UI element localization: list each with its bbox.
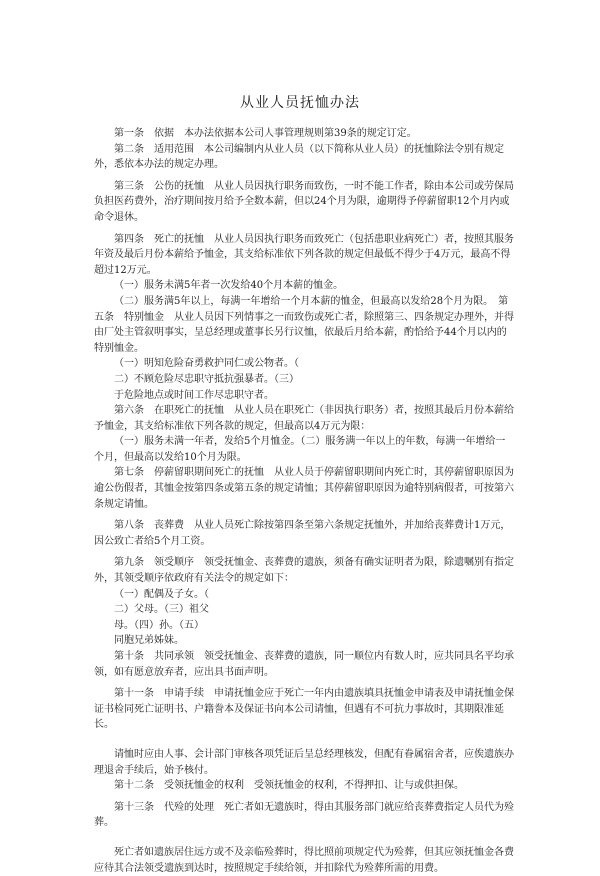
document-body (94, 126, 514, 876)
article-10: 第十条 共同承领 领受抚恤金、丧葬费的遗族，同一顺位内有数人时，应共同具名平均承领，如有愿意放弃者，应出具书面声明。 (94, 651, 514, 678)
article-13: 第十三条 代殓的处理 死亡者如无遗族时，得由其服务部门就应给丧葬费指定人员代为殓葬。 (94, 801, 514, 829)
article-5-item-1: （一）明知危险奋勇救护同仁或公物者。（ (114, 358, 299, 370)
article-9: 第九条 领受顺序 领受抚恤金、丧葬费的遗族，须备有确实证明者为限，除遗嘱别有指定外，其领受顺序依政府有关法令的规定如下： (94, 557, 514, 585)
article-6-items: （一）服务未满一年者，发给5个月恤金。（二）服务满一年以上的年数，每满一年增给一个月，但最高以发给10个月为限。 (94, 436, 506, 463)
document-title: 从业人员抚恤办法 (240, 95, 360, 111)
article-5-item-3: 于危险地点或时间工作尽忠职守者。 (114, 389, 274, 401)
article-9-item-3: 母。（四）孙。（五） (114, 619, 204, 631)
article-9-item-2: 二）父母。（三）祖父 (114, 604, 209, 616)
article-4: 第四条 死亡的抚恤 从业人员因执行职务而致死亡（包括患职业病死亡）者，按照其服务年资及最后月份本薪给予恤金，其支给标准依下列各款的规定但最低不得少于4万元，最高不得超过12万元。 (94, 233, 514, 276)
article-12: 第十二条 受领抚恤金的权利 受领抚恤金的权利，不得押扣、让与或供担保。 (114, 780, 464, 792)
article-8: 第八条 丧葬费 从业人员死亡除按第四条至第六条规定抚恤外，并加给丧葬费计1万元，因公致亡者给5个月工资。 (94, 520, 511, 547)
article-4-item-2-article-5: （二）服务满5年以上，每满一年增给一个月本薪的恤金，但最高以发给28个月为限。 第五条 特别恤金 从业人员因下列情事之一而致伤或死亡者，除照第三、四条规定办理外，并得由厂处主管叙明事实，呈总经理或董事长另行议恤，依最后月给本薪，酌恰给予44个月以内的特别恤金。 (94, 295, 514, 354)
article-11-review: 请恤时应由人事、会计部门审核各项凭证后呈总经理核发，但配有眷属宿舍者，应俟遗族办理退舍手续后，始予核付。 (94, 748, 514, 776)
article-2: 第二条 适用范围 本公司编制内从业人员（以下简称从业人员）的抚恤除法令别有规定外，悉依本办法的规定办理。 (94, 143, 504, 171)
article-13-note: 死亡者如遗族居住远方或不及亲临殓葬时，得比照前项规定代为殓葬，但其应领抚恤金各费应待其合法领受遗族到达时，按照规定手续给领，并扣除代为殓葬所需的用费。 (94, 846, 514, 874)
article-5-item-2: 二）不顾危险尽忠职守抵抗强暴者。（三） (114, 373, 299, 385)
article-9-item-4: 同胞兄弟姊妹。 (114, 635, 184, 647)
article-3: 第三条 公伤的抚恤 从业人员因执行职务而致伤，一时不能工作者，除由本公司或劳保局负担医药费外，治疗期间按月给予全数本薪，但以24个月为限，逾期得予停薪留职12个月内或命令退休。 (94, 180, 514, 223)
article-9-item-1: （一）配偶及子女。（ (114, 588, 209, 600)
article-6: 第六条 在职死亡的抚恤 从业人员在职死亡（非因执行职务）者，按照其最后月份本薪给予恤金，其支给标准依下列各款的规定，但最高以4万元为限： (94, 405, 514, 432)
article-1: 第一条 依据 本办法依据本公司人事管理规则第39条的规定订定。 (114, 128, 417, 139)
article-4-item-1: （一）服务未满5年者一次发给40个月本薪的恤金。 (114, 280, 344, 292)
article-11: 第十一条 申请手续 申请抚恤金应于死亡一年内由遗族填具抚恤金申请表及申请抚恤金保证书检同死亡证明书、户籍誊本及保证书向本公司请恤，但遇有不可抗力事故时，其期限准延长。 (94, 688, 514, 731)
article-7: 第七条 停薪留职期间死亡的抚恤 从业人员于停薪留职期间内死亡时，其停薪留职原因为逾公伤假者，其恤金按第四条或第五条的规定请恤；其停薪留职原因为逾特别病假者，可按第六条规定请恤。 (94, 467, 514, 510)
